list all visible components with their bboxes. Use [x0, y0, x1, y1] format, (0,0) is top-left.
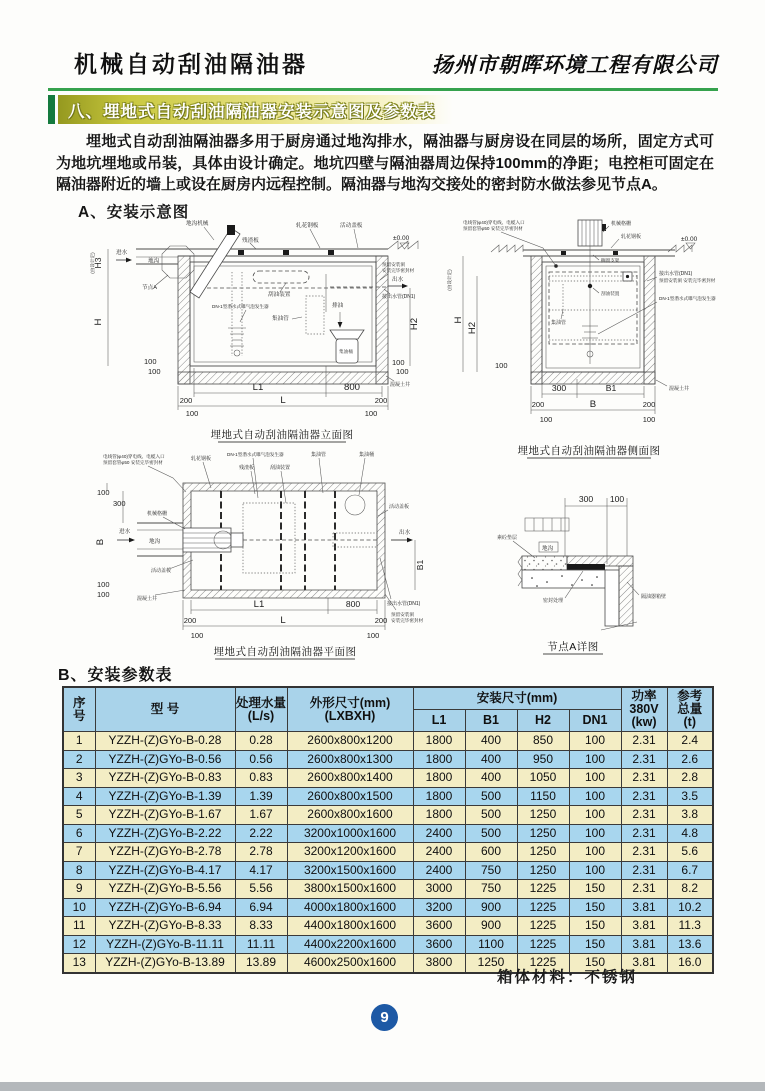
value-cell: 2.4 [667, 732, 713, 751]
concrete-pit-label: 混凝土井 [137, 596, 158, 602]
dim-200: 200 [374, 396, 388, 405]
value-cell: 2.31 [621, 861, 667, 880]
value-cell: 11.3 [667, 917, 713, 936]
side-caption: 埋地式自动刮油隔油器侧面图 [517, 445, 661, 457]
value-cell: 8.33 [235, 917, 287, 936]
scraper-label: 刮油装置 [268, 292, 291, 298]
elevation-diagram [90, 216, 440, 451]
value-cell: 2.31 [621, 843, 667, 862]
value-cell: 100 [569, 806, 621, 825]
value-cell: 2600x800x1400 [287, 769, 413, 788]
value-cell: 2600x800x1300 [287, 750, 413, 769]
value-cell: 2.78 [235, 843, 287, 862]
value-cell: 0.28 [235, 732, 287, 751]
col-header-dn1: DN1 [569, 710, 621, 732]
cable-label-1: 电线管(φ40)穿电线、电缆入口 [463, 220, 525, 225]
value-cell: 150 [569, 898, 621, 917]
value-cell: 13.89 [235, 954, 287, 973]
concrete-pit-label: 混凝土井 [390, 382, 411, 388]
level-label: ±0.00 [393, 235, 410, 242]
col-header-size [287, 687, 413, 732]
dim-200: 200 [374, 616, 388, 625]
scraper-label: 刮油装置 [270, 465, 291, 471]
value-cell: 900 [465, 917, 517, 936]
dim-l1: L1 [253, 599, 265, 610]
value-cell: 600 [465, 843, 517, 862]
grille-label: 机械格栅 [147, 511, 168, 517]
value-cell: 1800 [413, 732, 465, 751]
trench-mech-label: 地沟机械 [186, 221, 209, 227]
table-row [63, 880, 713, 899]
value-cell: 100 [569, 861, 621, 880]
section-title: 八、埋地式自动刮油隔油器安装示意图及参数表 [68, 102, 436, 121]
value-cell: 0.83 [235, 769, 287, 788]
value-cell: 4.8 [667, 824, 713, 843]
value-cell: 1250 [465, 954, 517, 973]
dim-300: 300 [551, 383, 567, 393]
col-header-ref-line1: 参考 [677, 689, 703, 703]
value-cell: 2600x800x1500 [287, 787, 413, 806]
table-row [63, 861, 713, 880]
value-cell: 3.8 [667, 806, 713, 825]
dim-h3: H3 [93, 257, 103, 269]
row-index-cell: 8 [63, 861, 95, 880]
seal-label: 密封处理 [543, 598, 564, 604]
dim-300: 300 [113, 499, 126, 508]
table-row [63, 732, 713, 751]
table-row [63, 843, 713, 862]
aerator-label: DN-1型潜水式曝气泡发生器 [227, 452, 284, 457]
value-cell: 100 [569, 732, 621, 751]
model-cell: YZZH-(Z)GYo-B-2.78 [95, 843, 235, 862]
value-cell: 3.81 [621, 898, 667, 917]
dim-200: 200 [183, 616, 197, 625]
steel-plate-label: 轧花钢板 [296, 223, 319, 229]
page-number-badge: 9 [371, 1004, 398, 1031]
dim-h: H [453, 316, 464, 324]
value-cell: 2400 [413, 824, 465, 843]
dim-200: 200 [642, 400, 656, 409]
grille-label: 机械格栅 [611, 221, 632, 227]
trench-label: 地沟 [148, 258, 160, 265]
value-cell: 6.7 [667, 861, 713, 880]
dim-100: 100 [609, 494, 625, 504]
row-index-cell: 5 [63, 806, 95, 825]
oil-pipe-label: 集油管 [272, 316, 289, 322]
value-cell: 8.2 [667, 880, 713, 899]
dim-200: 200 [179, 396, 193, 405]
model-cell: YZZH-(Z)GYo-B-1.67 [95, 806, 235, 825]
row-index-cell: 11 [63, 917, 95, 936]
table-row [63, 898, 713, 917]
value-cell: 100 [569, 824, 621, 843]
col-header-h2: H2 [517, 710, 569, 732]
value-cell: 150 [569, 935, 621, 954]
value-cell: 3800 [413, 954, 465, 973]
oil-drain-label: 排油 [332, 303, 344, 309]
value-cell: 400 [465, 732, 517, 751]
value-cell: 1800 [413, 769, 465, 788]
col-header-index [63, 687, 95, 732]
row-index-cell: 12 [63, 935, 95, 954]
aerator-label: DN-1型潜水式曝气泡发生器 [659, 296, 716, 301]
table-row [63, 769, 713, 788]
value-cell: 850 [517, 732, 569, 751]
model-cell: YZZH-(Z)GYo-B-1.39 [95, 787, 235, 806]
row-index-cell: 1 [63, 732, 95, 751]
col-header-power-line1: 功率 [631, 689, 657, 703]
col-header-ref-line2: 总量 [677, 702, 703, 716]
row-index-cell: 7 [63, 843, 95, 862]
col-header-power [621, 687, 667, 732]
dim-100: 100 [396, 367, 409, 376]
seal-note-label: 安装完毕密封材 [391, 618, 424, 623]
residue-plate-label: 残渣板 [242, 238, 259, 244]
value-cell: 11.11 [235, 935, 287, 954]
value-cell: 5.6 [667, 843, 713, 862]
col-header-size-line2: (LXBXH) [324, 708, 376, 723]
col-header-power-line3: (kw) [631, 715, 657, 729]
scan-edge [0, 1082, 765, 1091]
cover-plate-label: 活动盖板 [389, 504, 410, 510]
dim-800: 800 [345, 599, 361, 609]
oil-barrel-label: 集油桶 [339, 349, 353, 354]
oil-barrel-label: 集油桶 [359, 452, 375, 458]
cushion-label: 素砼垫层 [497, 535, 518, 541]
seal-note-label: 安装完毕密封材 [382, 268, 415, 273]
value-cell: 2.31 [621, 769, 667, 788]
value-cell: 100 [569, 769, 621, 788]
value-cell: 1225 [517, 880, 569, 899]
value-cell: 4000x1800x1600 [287, 898, 413, 917]
dim-100: 100 [642, 415, 656, 424]
dim-100: 100 [392, 358, 405, 367]
model-cell: YZZH-(Z)GYo-B-0.56 [95, 750, 235, 769]
design-note: (由设计定) [447, 269, 452, 291]
scraper-label: 刮油装置 [601, 291, 620, 296]
value-cell: 100 [569, 787, 621, 806]
col-header-install: 安装尺寸(mm) [413, 687, 621, 710]
model-cell: YZZH-(Z)GYo-B-0.28 [95, 732, 235, 751]
value-cell: 6.94 [235, 898, 287, 917]
trench-label: 地沟 [149, 539, 161, 545]
col-header-ref-line3: (t) [683, 715, 696, 729]
trench-label: 地沟 [542, 546, 554, 552]
aerator-label: DN-1型潜水式曝气泡发生器 [212, 304, 269, 309]
dim-l: L [280, 395, 286, 406]
value-cell: 4.17 [235, 861, 287, 880]
value-cell: 900 [465, 898, 517, 917]
intro-paragraph: 埋地式自动刮油隔油器多用于厨房通过地沟排水，隔油器与厨房设在同层的场所，固定方式可为地坑埋地或吊装，具体由设计确定。地坑四壁与隔油器周边保持100mm的净距；电控柜可固定在隔油器附近的墙上或设在厨房内远程控制。隔油器与地沟交接处的密封防水做法参见节点A。 [56, 133, 714, 193]
dim-l: L [280, 615, 286, 626]
banner-body [58, 95, 453, 124]
level-label: ±0.00 [681, 236, 698, 243]
dim-300: 300 [578, 494, 594, 504]
value-cell: 4400x2200x1600 [287, 935, 413, 954]
model-cell: YZZH-(Z)GYo-B-2.22 [95, 824, 235, 843]
value-cell: 3.81 [621, 917, 667, 936]
subsection-a-title: A、安装示意图 [78, 204, 190, 221]
col-header-l1: L1 [413, 710, 465, 732]
value-cell: 3800x1500x1600 [287, 880, 413, 899]
value-cell: 2600x800x1200 [287, 732, 413, 751]
row-index-cell: 4 [63, 787, 95, 806]
value-cell: 500 [465, 787, 517, 806]
value-cell: 1.39 [235, 787, 287, 806]
value-cell: 3200x1000x1600 [287, 824, 413, 843]
value-cell: 4400x1800x1600 [287, 917, 413, 936]
steel-plate-label: 轧花钢板 [621, 234, 642, 240]
cable-label-2: 预留套管φ50 安装完毕密封材 [103, 460, 163, 465]
value-cell: 2.31 [621, 824, 667, 843]
dim-100: 100 [190, 631, 204, 640]
value-cell: 3600 [413, 935, 465, 954]
row-index-cell: 3 [63, 769, 95, 788]
value-cell: 3200x1200x1600 [287, 843, 413, 862]
value-cell: 2400 [413, 861, 465, 880]
reserved-label: 预留安装洞 安装完毕密封材 [659, 278, 716, 283]
value-cell: 2.8 [667, 769, 713, 788]
value-cell: 1800 [413, 750, 465, 769]
value-cell: 2.31 [621, 732, 667, 751]
outlet-pipe-label: 接出水管(DN1) [382, 294, 416, 300]
value-cell: 2400 [413, 843, 465, 862]
wall-label: 隔油器箱壁 [641, 594, 667, 600]
value-cell: 1225 [517, 898, 569, 917]
table-row [63, 806, 713, 825]
model-cell: YZZH-(Z)GYo-B-0.83 [95, 769, 235, 788]
doc-header [48, 46, 718, 79]
dim-h2: H2 [467, 321, 478, 335]
value-cell: 400 [465, 750, 517, 769]
dim-800: 800 [343, 382, 361, 393]
dim-100: 100 [366, 631, 380, 640]
col-header-index-line1: 序 [72, 695, 86, 710]
dim-100: 100 [185, 409, 199, 418]
plan-caption: 埋地式自动刮油隔油器平面图 [213, 646, 357, 658]
dim-100: 100 [148, 367, 161, 376]
param-table-body [63, 732, 713, 973]
value-cell: 400 [465, 769, 517, 788]
value-cell: 1800 [413, 787, 465, 806]
value-cell: 150 [569, 917, 621, 936]
row-index-cell: 2 [63, 750, 95, 769]
value-cell: 500 [465, 824, 517, 843]
cover-plate-label: 活动盖板 [151, 568, 172, 574]
cover-plate-label: 活动盖板 [340, 223, 363, 229]
subsection-b-title: B、安装参数表 [58, 667, 173, 684]
inlet-label: 进水 [116, 250, 128, 256]
row-index-cell: 9 [63, 880, 95, 899]
dim-b: B [589, 399, 597, 410]
value-cell: 1225 [517, 917, 569, 936]
model-cell: YZZH-(Z)GYo-B-13.89 [95, 954, 235, 973]
dim-b: B [95, 538, 106, 546]
table-row [63, 824, 713, 843]
value-cell: 2.6 [667, 750, 713, 769]
value-cell: 1250 [517, 824, 569, 843]
model-cell: YZZH-(Z)GYo-B-8.33 [95, 917, 235, 936]
value-cell: 1.67 [235, 806, 287, 825]
param-table [62, 686, 714, 974]
value-cell: 3.5 [667, 787, 713, 806]
row-index-cell: 6 [63, 824, 95, 843]
value-cell: 2.31 [621, 750, 667, 769]
dim-h2: H2 [409, 317, 420, 331]
value-cell: 3200x1500x1600 [287, 861, 413, 880]
value-cell: 2.31 [621, 880, 667, 899]
dim-100: 100 [364, 409, 378, 418]
col-header-flow-line2: (L/s) [247, 708, 275, 723]
oil-pipe-label: 集油管 [551, 320, 567, 326]
value-cell: 3000 [413, 880, 465, 899]
dim-b1: B1 [415, 559, 425, 571]
elevation-caption: 埋地式自动刮油隔油器立面图 [210, 429, 354, 441]
outlet-pipe-label: 接出水管(DN1) [387, 601, 421, 607]
value-cell: 2.31 [621, 806, 667, 825]
value-cell: 3600 [413, 917, 465, 936]
node-a-label: 节点A [142, 285, 157, 291]
value-cell: 1225 [517, 954, 569, 973]
reserved-hole-label: 预留安装洞 [391, 612, 414, 617]
support-label: 搁置支架 [601, 258, 620, 263]
value-cell: 1250 [517, 806, 569, 825]
value-cell: 1150 [517, 787, 569, 806]
cable-label-2: 预留套管φ50 安装完毕密封材 [463, 226, 523, 231]
company-name: 扬州市朝晖环境工程有限公司 [432, 52, 718, 77]
dim-200: 200 [531, 400, 545, 409]
dim-l1: L1 [252, 382, 264, 393]
value-cell: 1800 [413, 806, 465, 825]
value-cell: 4600x2500x1600 [287, 954, 413, 973]
col-header-power-line2: 380V [629, 702, 659, 716]
model-cell: YZZH-(Z)GYo-B-4.17 [95, 861, 235, 880]
value-cell: 13.6 [667, 935, 713, 954]
table-row [63, 935, 713, 954]
outlet-label: 出水 [399, 530, 411, 536]
banner-accent-bar [48, 95, 55, 124]
value-cell: 750 [465, 861, 517, 880]
value-cell: 100 [569, 843, 621, 862]
table-row [63, 750, 713, 769]
residue-plate-label: 残渣板 [239, 465, 255, 471]
col-header-model: 型 号 [95, 687, 235, 732]
dim-100: 100 [97, 488, 110, 497]
value-cell: 500 [465, 806, 517, 825]
dim-b1: B1 [605, 383, 617, 393]
dim-100: 100 [97, 590, 110, 599]
dim-100: 100 [539, 415, 553, 424]
value-cell: 150 [569, 954, 621, 973]
design-note: (由设计定) [90, 252, 95, 274]
doc-title: 机械自动刮油隔油器 [74, 51, 308, 77]
value-cell: 1100 [465, 935, 517, 954]
value-cell: 1225 [517, 935, 569, 954]
value-cell: 5.56 [235, 880, 287, 899]
steel-plate-label: 轧花钢板 [191, 456, 212, 462]
header-divider [48, 88, 718, 91]
plan-view-diagram [93, 448, 443, 663]
concrete-pit-label: 混凝土井 [669, 386, 690, 392]
model-cell: YZZH-(Z)GYo-B-11.11 [95, 935, 235, 954]
row-index-cell: 13 [63, 954, 95, 973]
model-cell: YZZH-(Z)GYo-B-6.94 [95, 898, 235, 917]
material-note: 箱体材料：不锈钢 [497, 969, 638, 986]
inlet-label: 进水 [119, 529, 131, 535]
value-cell: 100 [569, 750, 621, 769]
value-cell: 3200 [413, 898, 465, 917]
value-cell: 1250 [517, 861, 569, 880]
value-cell: 0.56 [235, 750, 287, 769]
dim-100: 100 [97, 580, 110, 589]
col-header-b1: B1 [465, 710, 517, 732]
value-cell: 2.22 [235, 824, 287, 843]
value-cell: 750 [465, 880, 517, 899]
section-banner [48, 95, 453, 124]
value-cell: 3.81 [621, 954, 667, 973]
value-cell: 1050 [517, 769, 569, 788]
value-cell: 2.31 [621, 787, 667, 806]
col-header-index-line2: 号 [72, 708, 86, 723]
value-cell: 10.2 [667, 898, 713, 917]
table-row [63, 787, 713, 806]
col-header-flow-line1: 处理水量 [235, 695, 286, 710]
col-header-flow [235, 687, 287, 732]
col-header-ref-weight [667, 687, 713, 732]
row-index-cell: 10 [63, 898, 95, 917]
value-cell: 3.81 [621, 935, 667, 954]
side-view-diagram [443, 214, 735, 462]
value-cell: 16.0 [667, 954, 713, 973]
model-cell: YZZH-(Z)GYo-B-5.56 [95, 880, 235, 899]
value-cell: 950 [517, 750, 569, 769]
col-header-size-line1: 外形尺寸(mm) [309, 695, 391, 710]
detail-caption: 节点A详图 [547, 641, 599, 653]
outlet-label: 出水 [392, 277, 404, 283]
outlet-pipe-label: 接出水管(DN1) [659, 271, 693, 277]
dim-h: H [93, 318, 104, 326]
oil-pipe-label: 集油管 [311, 452, 327, 458]
value-cell: 2600x800x1600 [287, 806, 413, 825]
cable-label-1: 电线管(φ40)穿电线、电缆入口 [103, 454, 165, 459]
value-cell: 1250 [517, 843, 569, 862]
dim-100: 100 [144, 357, 157, 366]
detail-a-diagram [487, 468, 730, 668]
value-cell: 150 [569, 880, 621, 899]
table-row [63, 917, 713, 936]
reserved-hole-label: 预留安装洞 [382, 262, 405, 267]
dim-100: 100 [495, 361, 508, 370]
